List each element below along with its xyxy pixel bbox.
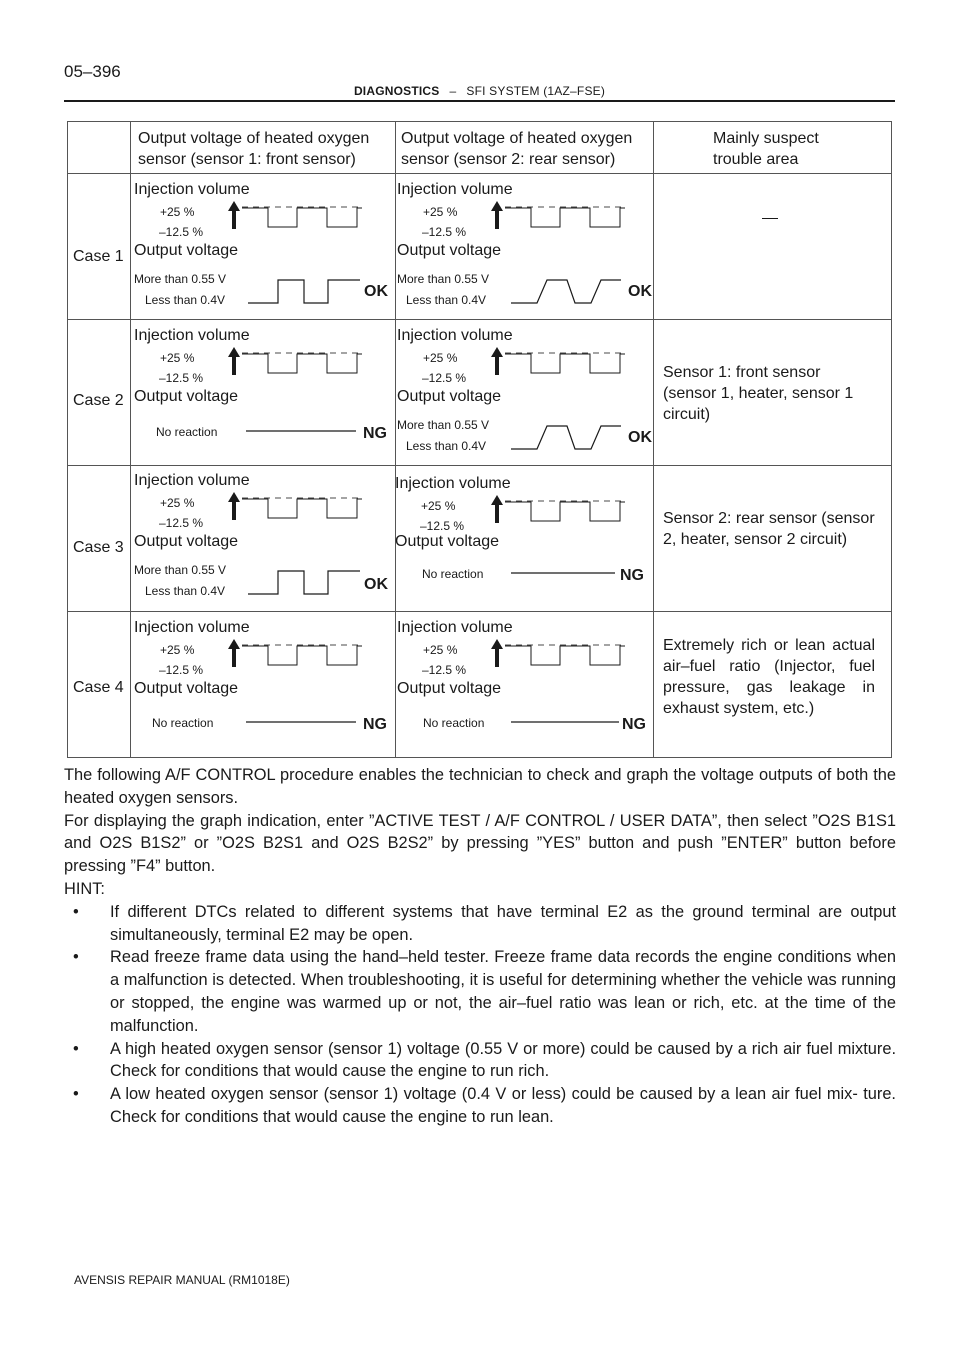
injection-volume-label: Injection volume <box>395 475 511 492</box>
sensor1-status: NG <box>363 716 387 733</box>
case-label: Case 4 <box>73 679 124 696</box>
list-item: • Read freeze frame data using the hand–held tester. Freeze frame data records the engine conditions when a malfunction is detected. When troubleshooting, it is useful for determining whether the vehicle was running or stopped, the engine was warmed up or not, the air–fuel ratio was lean or rich, etc. at the time of the malfunction. <box>73 948 896 1035</box>
voltage-flat-line <box>246 720 358 724</box>
plus-label: +25 % <box>421 499 456 513</box>
plus-label: +25 % <box>160 496 195 510</box>
list-item: • A high heated oxygen sensor (sensor 1) voltage (0.55 V or more) could be caused by a rich air fuel mixture. Check for conditions that would cause the engine to run rich. <box>73 1039 896 1081</box>
injection-arrow-icon <box>228 639 240 667</box>
sensor2-status: NG <box>622 716 646 733</box>
sensor1-signal <box>134 325 392 463</box>
voltage-waveform-square <box>248 569 368 597</box>
output-voltage-label: Output voltage <box>134 388 239 405</box>
injection-arrow-icon <box>228 492 240 520</box>
voltage-waveform-square <box>248 278 368 306</box>
output-voltage-label: Output voltage <box>134 533 239 550</box>
plus-label: +25 % <box>160 643 195 657</box>
plus-label: +25 % <box>160 351 195 365</box>
injection-arrow-icon <box>491 347 503 375</box>
table-row-case-3 <box>68 466 891 612</box>
trouble-area: Extremely rich or lean actual air–fuel ratio (Injector, fuel pressure, gas leakage in exhaust system, etc.) <box>663 637 875 717</box>
paragraph-display-instructions: For displaying the graph indication, enter ”ACTIVE TEST / A/F CONTROL / USER DATA”, then select ”O2S B1S1 and O2S B1S2” or ”O2S B2S1 and O2S B2S2” by pressing ”YES” button and push ”ENTER” button before pressing ”F4” button. <box>64 811 896 876</box>
table-row-case-4 <box>68 612 891 758</box>
bullet-icon: • <box>73 1085 79 1104</box>
subsection-title: SFI SYSTEM (1AZ–FSE) <box>466 84 606 98</box>
voltage-flat-line <box>511 720 623 724</box>
list-item: • A low heated oxygen sensor (sensor 1) voltage (0.4 V or less) could be caused by a lean air fuel mix- ture. Check for conditions that would cause the engine to run lean. <box>73 1085 896 1126</box>
voltage-flat-line <box>246 429 358 433</box>
section-title: DIAGNOSTICS <box>353 84 440 98</box>
hint-label: HINT: <box>64 879 105 898</box>
trouble-area-none <box>762 218 778 219</box>
plus-label: +25 % <box>423 643 458 657</box>
injection-volume-label: Injection volume <box>134 472 250 489</box>
table-row-case-1 <box>68 174 891 320</box>
injection-volume-label: Injection volume <box>134 619 250 636</box>
minus-label: –12.5 % <box>422 663 467 677</box>
header-trouble-area: Mainly suspect trouble area <box>713 130 819 168</box>
plus-label: +25 % <box>423 351 458 365</box>
procedure-text <box>64 764 896 1129</box>
sensor2-status: OK <box>628 283 652 300</box>
sensor1-signal <box>134 617 392 755</box>
voltage-waveform-slope <box>511 424 631 452</box>
plus-label: +25 % <box>423 205 458 219</box>
injection-waveform <box>242 205 362 231</box>
case-label: Case 1 <box>73 248 124 265</box>
table-header-row <box>68 122 891 174</box>
no-reaction-label: No reaction <box>423 716 485 730</box>
trouble-area: Sensor 1: front sensor (sensor 1, heater, sensor 1 circuit) <box>663 364 854 423</box>
injection-waveform <box>505 643 625 669</box>
header-separator: – <box>449 84 457 98</box>
injection-volume-label: Injection volume <box>397 327 513 344</box>
hint-list <box>64 901 896 1129</box>
voltage-waveform-slope <box>511 278 631 306</box>
injection-volume-label: Injection volume <box>397 619 513 636</box>
header-sensor1: Output voltage of heated oxygen sensor (sensor 1: front sensor) <box>138 130 370 168</box>
injection-waveform <box>505 351 625 377</box>
sensor2-signal <box>395 473 650 611</box>
minus-label: –12.5 % <box>422 371 467 385</box>
more-than-label: More than 0.55 V <box>397 418 490 432</box>
sensor1-status: NG <box>363 425 387 442</box>
output-voltage-label: Output voltage <box>397 388 502 405</box>
less-than-label: Less than 0.4V <box>406 439 487 453</box>
less-than-label: Less than 0.4V <box>145 584 226 598</box>
injection-waveform <box>505 499 625 525</box>
minus-label: –12.5 % <box>159 663 204 677</box>
less-than-label: Less than 0.4V <box>406 293 487 307</box>
bullet-icon: • <box>73 1039 79 1058</box>
no-reaction-label: No reaction <box>152 716 214 730</box>
output-voltage-label: Output voltage <box>134 680 239 697</box>
minus-label: –12.5 % <box>159 516 204 530</box>
voltage-flat-line <box>511 571 623 575</box>
injection-arrow-icon <box>491 639 503 667</box>
output-voltage-label: Output voltage <box>134 242 239 259</box>
minus-label: –12.5 % <box>422 225 467 239</box>
injection-arrow-icon <box>491 201 503 229</box>
case-label: Case 3 <box>73 539 124 556</box>
output-voltage-label: Output voltage <box>395 533 500 550</box>
more-than-label: More than 0.55 V <box>134 272 227 286</box>
output-voltage-label: Output voltage <box>397 242 502 259</box>
sensor1-status: OK <box>364 283 388 300</box>
header-rule <box>64 100 895 102</box>
minus-label: –12.5 % <box>420 519 465 533</box>
no-reaction-label: No reaction <box>422 567 484 581</box>
running-header <box>64 84 895 98</box>
diagnosis-table <box>67 121 892 758</box>
bullet-icon: • <box>73 902 79 921</box>
list-item: • If different DTCs related to different systems that have terminal E2 as the ground terminal are output simultaneously, terminal E2 may be open. <box>73 902 896 944</box>
sensor2-status: OK <box>628 429 652 446</box>
more-than-label: More than 0.55 V <box>397 272 490 286</box>
no-reaction-label: No reaction <box>156 425 218 439</box>
sensor2-status: NG <box>620 567 644 584</box>
minus-label: –12.5 % <box>159 371 204 385</box>
table-row-case-2 <box>68 320 891 466</box>
sensor2-signal <box>397 617 652 755</box>
injection-arrow-icon <box>491 495 503 523</box>
injection-waveform <box>242 643 362 669</box>
paragraph-af-control: The following A/F CONTROL procedure enables the technician to check and graph the voltage outputs of both the heated oxygen sensors. <box>64 766 896 807</box>
injection-volume-label: Injection volume <box>397 181 513 198</box>
injection-waveform <box>505 205 625 231</box>
injection-waveform <box>242 351 362 377</box>
injection-arrow-icon <box>228 347 240 375</box>
injection-volume-label: Injection volume <box>134 181 250 198</box>
header-sensor2: Output voltage of heated oxygen sensor (sensor 2: rear sensor) <box>401 130 633 168</box>
bullet-icon: • <box>73 948 79 967</box>
output-voltage-label: Output voltage <box>397 680 502 697</box>
injection-volume-label: Injection volume <box>134 327 250 344</box>
sensor1-status: OK <box>364 576 388 593</box>
sensor1-signal <box>134 179 392 317</box>
more-than-label: More than 0.55 V <box>134 563 227 577</box>
injection-waveform <box>242 496 362 522</box>
page-number: 05–396 <box>64 62 121 81</box>
plus-label: +25 % <box>160 205 195 219</box>
sensor2-signal <box>397 325 652 463</box>
sensor2-signal <box>397 179 652 317</box>
minus-label: –12.5 % <box>159 225 204 239</box>
manual-footer: AVENSIS REPAIR MANUAL (RM1018E) <box>74 1273 290 1287</box>
less-than-label: Less than 0.4V <box>145 293 226 307</box>
injection-arrow-icon <box>228 201 240 229</box>
trouble-area: Sensor 2: rear sensor (sensor 2, heater, sensor 2 circuit) <box>663 510 875 548</box>
case-label: Case 2 <box>73 392 124 409</box>
sensor1-signal <box>134 470 392 608</box>
